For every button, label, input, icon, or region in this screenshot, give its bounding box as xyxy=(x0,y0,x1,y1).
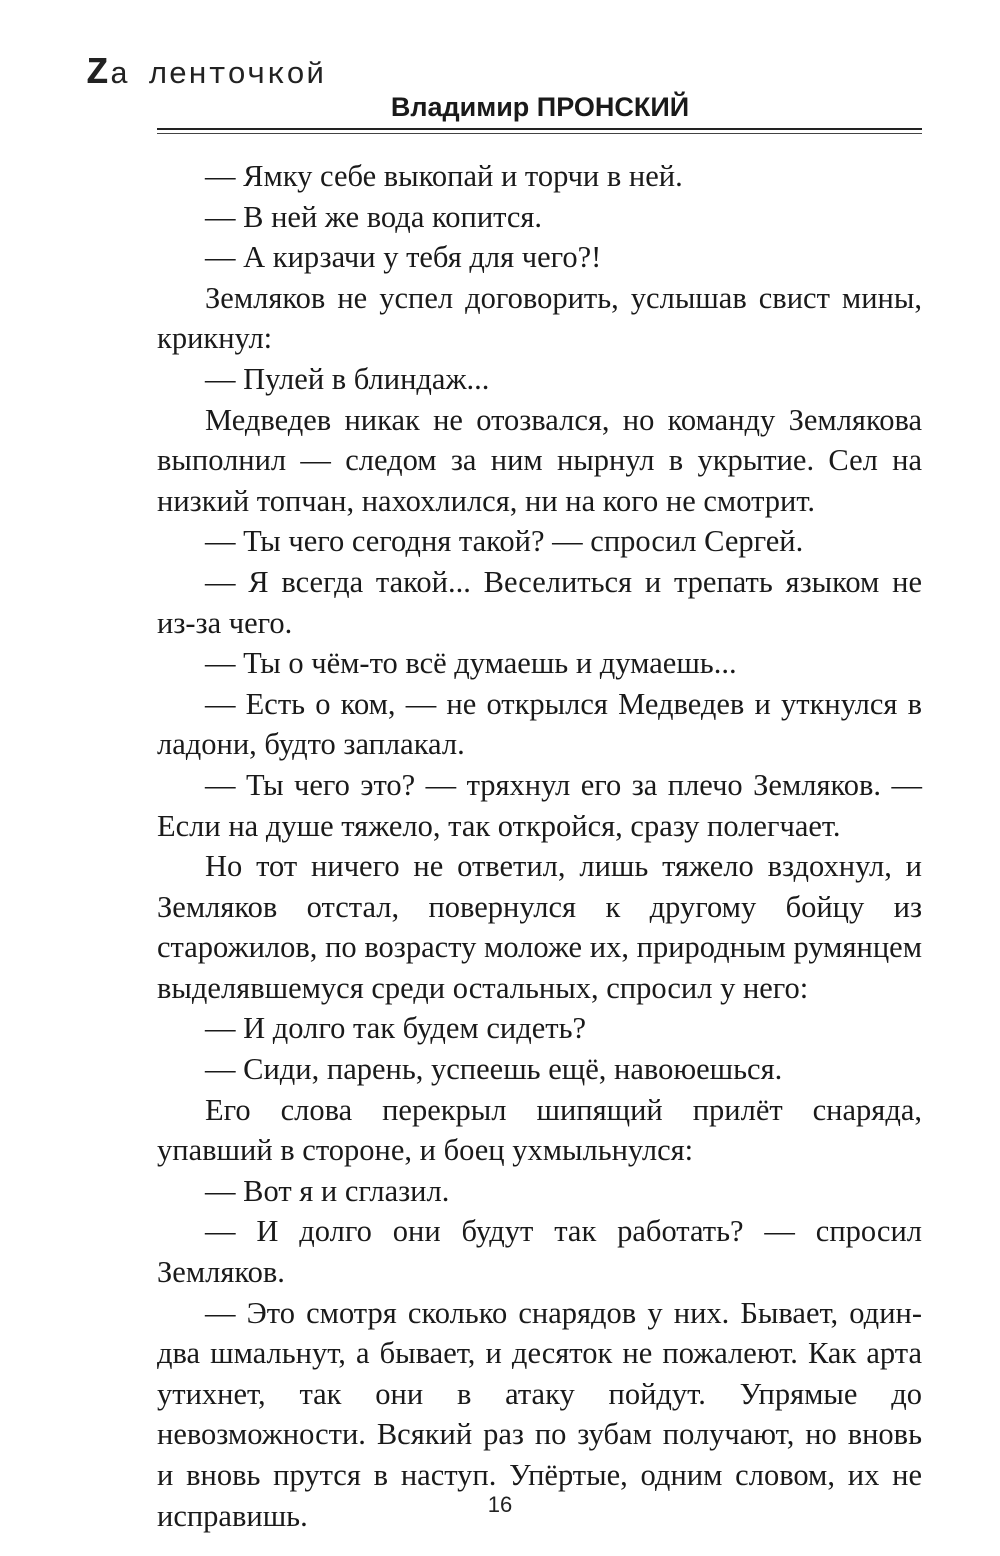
paragraph: — А кирзачи у тебя для чего?! xyxy=(205,240,602,275)
paragraph: — Вот я и сглазил. xyxy=(205,1173,450,1208)
paragraph: — Есть о ком, — не открылся Медведев и уткнулся в ладони, будто заплакал. xyxy=(157,686,922,762)
page-body xyxy=(157,156,922,1536)
paragraph: — Ямку себе выкопай и торчи в ней. xyxy=(205,159,683,193)
series-title-rest: а ленточкой xyxy=(109,58,326,93)
paragraph: — Пулей в блиндаж... xyxy=(205,361,490,396)
paragraph: — В ней же вода копится. xyxy=(205,199,543,234)
header-rule xyxy=(157,128,922,130)
paragraph: Медведев никак не отозвался, но команду Землякова выполнил — следом за ним нырнул в укрытие. Сел на низкий топчан, нахохлился, ни на кого не смотрит. xyxy=(157,402,922,518)
paragraph: — И долго они будут так работать? — спросил Земляков. xyxy=(157,1214,922,1290)
author-name: Владимир ПРОНСКИЙ xyxy=(390,92,690,122)
paragraph: — Это смотря сколько снарядов у них. Бывает, один-два шмальнут, а бывает, и десяток не пожалеют. Как арта утихнет, так они в атаку пойдут. Упрямые до невозможности. Всякий раз по зубам получают, но вновь и вновь прутся в наступ. Упёртые, одним словом, их не исправишь. xyxy=(157,1295,922,1533)
page-number: 16 xyxy=(487,1492,513,1517)
paragraph: — Ты чего сегодня такой? — спросил Сергей. xyxy=(205,524,804,559)
paragraph: — Сиди, парень, успеешь ещё, навоюешься. xyxy=(205,1052,783,1087)
paragraph: — Я всегда такой... Веселиться и трепать языком не из-за чего. xyxy=(157,564,922,640)
header-rule-thin xyxy=(157,133,922,134)
paragraph: — Ты чего это? — тряхнул его за плечо Земляков. — Если на душе тяжело, так откройся, сразу полегчает. xyxy=(157,767,922,843)
series-title-initial: Z xyxy=(86,52,110,95)
paragraph: — И долго так будем сидеть? xyxy=(205,1011,587,1046)
paragraph: — Ты о чём-то всё думаешь и думаешь... xyxy=(205,646,737,681)
series-title xyxy=(86,52,325,95)
paragraph: Его слова перекрыл шипящий прилёт снаряда, упавший в стороне, и боец ухмыльнулся: xyxy=(157,1092,922,1168)
paragraph: Земляков не успел договорить, услышав свист мины, крикнул: xyxy=(157,280,922,356)
paragraph: Но тот ничего не ответил, лишь тяжело вздохнул, и Земляков отстал, повернулся к другому бойцу из старожилов, по возрасту моложе их, природным румянцем выделявшемуся среди остальных, спросил у него: xyxy=(157,849,922,1005)
